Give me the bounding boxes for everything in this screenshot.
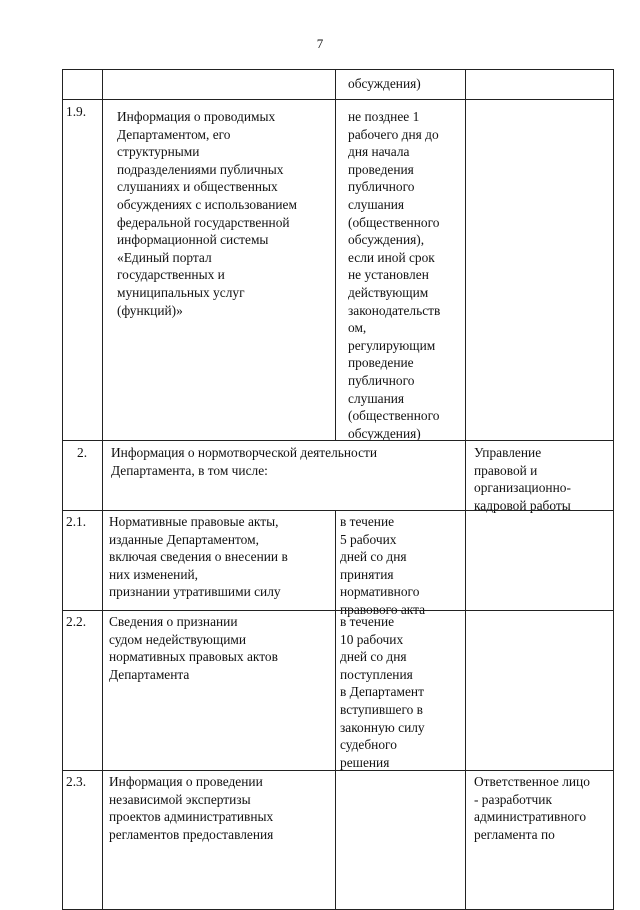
- row-3-number-text: 2.1.: [66, 514, 87, 529]
- row-2-description-text: Информация о нормотворческой деятельности Департамента, в том числе:: [111, 445, 378, 478]
- table-row-1-number: [62, 99, 103, 441]
- row-2-number-text: 2.: [77, 445, 88, 460]
- table-row-4-description: [102, 610, 336, 771]
- row-2-responsible-text: Управление правовой и организационно- кадровой работы: [474, 445, 571, 513]
- row-5-number-text: 2.3.: [66, 774, 87, 789]
- table-row-3-responsible: [465, 510, 614, 611]
- table-row-0-responsible: [465, 69, 614, 100]
- table-row-0-number: [62, 69, 103, 100]
- table-row-2-description: [102, 440, 466, 511]
- table-row-5-number: [62, 770, 103, 910]
- table-row-5-deadline: [335, 770, 466, 910]
- table-row-1-responsible: [465, 99, 614, 441]
- table-row-2-responsible: [465, 440, 614, 511]
- row-3-deadline-text: в течение 5 рабочих дней со дня принятия нормативного правового акта: [340, 514, 426, 617]
- table-row-5-description: [102, 770, 336, 910]
- row-4-deadline-text: в течение 10 рабочих дней со дня поступления в Департамент вступившего в законную силу судебного решения: [340, 614, 425, 770]
- table-row-4-number: [62, 610, 103, 771]
- row-3-description-text: Нормативные правовые акты, изданные Департаментом, включая сведения о внесении в них изменений, признании утратившими силу: [109, 514, 288, 600]
- table-row-3-deadline: [335, 510, 466, 617]
- row-5-responsible-text: Ответственное лицо - разработчик административного регламента по: [474, 774, 590, 842]
- row-5-description-text: Информация о проведении независимой экспертизы проектов административных регламентов предоставления: [109, 774, 274, 842]
- table-row-4-responsible: [465, 610, 614, 771]
- table-row-1-deadline: [335, 99, 466, 441]
- row-4-description-text: Сведения о признании судом недействующими нормативных правовых актов Департамента: [109, 614, 278, 682]
- row-0-deadline-text: обсуждения): [348, 76, 421, 91]
- table-row-0-description: [102, 69, 336, 100]
- table-row-0-deadline: [335, 69, 466, 100]
- row-1-number-text: 1.9.: [66, 104, 87, 119]
- table-row-3-number: [62, 510, 103, 611]
- table-row-2-number: [62, 440, 103, 511]
- row-1-deadline-text: не позднее 1 рабочего дня до дня начала проведения публичного слушания (общественного обсуждения), если иной срок не установлен действующим законодательств ом, регулирующим проведение публичного слушания (общественного обсуждения): [348, 109, 441, 441]
- table-row-1-description: [102, 99, 336, 441]
- row-1-description-text: Информация о проводимых Департаментом, его структурными подразделениями публичных слушаниях и общественных обсуждениях с использованием федеральной государственной информационной системы «Единый портал государственных и муниципальных услуг (функций)»: [117, 109, 297, 318]
- table-row-3-description: [102, 510, 336, 611]
- row-4-number-text: 2.2.: [66, 614, 87, 629]
- plan-table: [62, 69, 614, 905]
- table-row-5-responsible: [465, 770, 614, 910]
- table-row-4-deadline: [335, 610, 466, 771]
- page-number: 7: [316, 36, 324, 51]
